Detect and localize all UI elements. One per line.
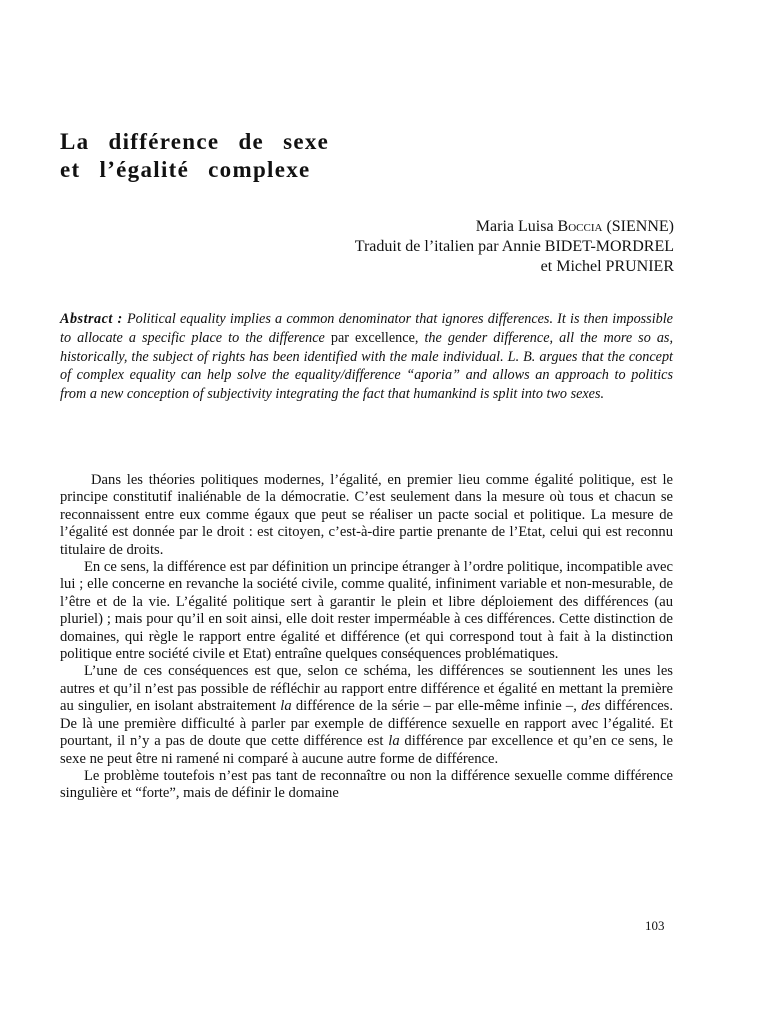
author-line-1 — [355, 217, 674, 237]
paragraph-3 — [60, 663, 673, 767]
page-number: 103 — [645, 918, 665, 933]
abstract — [60, 310, 673, 404]
body-text — [60, 472, 673, 803]
abstract-label: Abstract : — [60, 311, 123, 327]
p3-text-e: différences. De là une première difficulté à parler par exemple de différence sexuelle en rapport avec l’égalité. Et pourtant, il n’y a pas de doute que cette différence est — [60, 698, 673, 750]
p3-text-g: différence par excellence et qu’en ce sens, le sexe ne peut être ni ramené ni comparé à aucune autre forme de différence. — [60, 733, 673, 767]
paragraph-4: Le problème toutefois n’est pas tant de reconnaître ou non la différence sexuelle comme différence singulière et “forte”, mais de définir le domaine — [60, 767, 673, 802]
abstract-text-roman: par excellence, — [330, 329, 419, 346]
paragraph-1: Dans les théories politiques modernes, l’égalité, en premier lieu comme égalité politique, est le principe constitutif inaliénable de la démocratie. C’est seulement dans la mesure où tous et chacun se reconnaissent entre eux comme égaux que peut se réaliser un pacte social et politique. La mesure de l’égalité est donnée par le droit : est citoyen, c’est-à-dire partie prenante de l’Etat, celui qui est reconnu titulaire de droits. — [60, 472, 673, 558]
p3-emph-2: des — [581, 698, 601, 715]
p3-emph-3: la — [388, 733, 400, 750]
author-block — [355, 217, 674, 277]
translator-line-2: et Michel PRUNIER — [540, 258, 674, 275]
p3-text-c: différence de la série – par elle-même infinie –, — [291, 698, 582, 715]
title-line-1: La différence de sexe — [60, 129, 330, 154]
title-line-2: et l’égalité complexe — [60, 157, 311, 182]
abstract-text-2: the gender difference, all the more so as, historically, the subject of rights has been identified with the male individual. L. B. argues that the concept of complex equality can help solve the equality/difference “aporia” and allows an approach to politics from a new conception of subjectivity integrating the fact that humankind is split into two sexes. — [60, 329, 673, 403]
author-affiliation: (SIENNE) — [602, 218, 674, 235]
paragraph-2: En ce sens, la différence est par définition un principe étranger à l’ordre politique, incompatible avec lui ; elle concerne en revanche la société civile, comme qualité, infiniment variable et non-mesurable, de l’être et de la vie. L’égalité politique sert à garantir le plein et libre déploiement des différences (au pluriel) ; mais pour qu’il en soit ainsi, elle doit rester imperméable à ces différences. Cette distinction de domaines, qui règle le rapport entre égalité et différence (et qui correspond tout à fait à la distinction politique entre société civile et Etat) entraîne quelques conséquences problématiques. — [60, 559, 673, 663]
translator-line: Traduit de l’italien par Annie BIDET-MORDREL — [354, 238, 674, 255]
p3-text-a: L’une de ces conséquences est que, selon ce schéma, les différences se soutiennent les unes les autres et qu’il n’est pas possible de réfléchir au rapport entre différence et égalité en mettant la première au singulier, en isolant abstraitement — [60, 663, 673, 715]
author-prefix: Maria Luisa — [475, 218, 558, 235]
author-surname: Boccia — [557, 218, 603, 235]
p3-emph-1: la — [280, 698, 292, 715]
article-title — [60, 128, 480, 184]
abstract-text-1: Political equality implies a common denominator that ignores differences. It is then impossible to allocate a specific place to the difference — [60, 311, 673, 346]
